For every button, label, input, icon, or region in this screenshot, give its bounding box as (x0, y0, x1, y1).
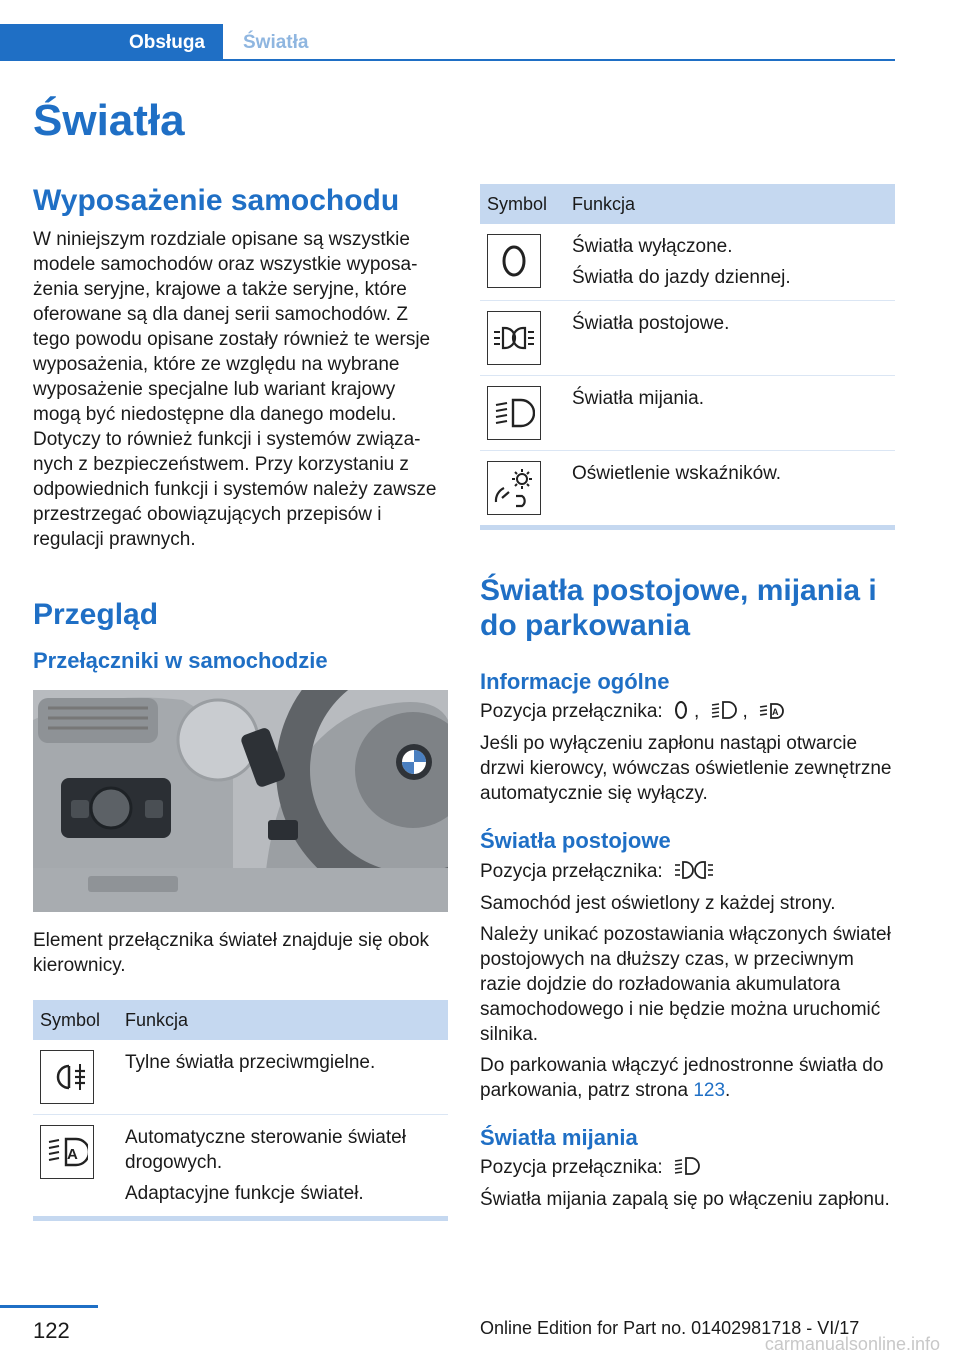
table-end-rule (33, 1216, 448, 1221)
paragraph-parking-2: Należy unikać pozostawiania włączonych świateł postojowych na dłuższy czas, w przeciwnym razie dojdzie do rozładowania akumulatora samochodowego i nie będzie można uruchomić silnika. (480, 923, 891, 1045)
switch-position-label: Pozycja przełącznika: (480, 860, 663, 882)
function-text: Automatyczne sterowanie świateł drogowych. (125, 1127, 406, 1174)
col-symbol: Symbol (480, 184, 565, 224)
auto-high-beam-icon (759, 700, 785, 727)
page-number: 122 (33, 1318, 70, 1343)
function-text: Światła postojowe. (572, 313, 730, 334)
table-row (480, 451, 895, 526)
low-beam-icon (711, 700, 737, 727)
table-row (480, 376, 895, 451)
lights-off-icon (674, 700, 688, 727)
switch-photo (33, 690, 448, 912)
function-text: Światła mijania. (572, 388, 704, 409)
low-beam-icon (674, 1156, 700, 1183)
paragraph-parking-3 (480, 1053, 895, 1103)
heading-lights: Światła postojowe, mijania i do parkowania (480, 574, 877, 642)
left-column (33, 184, 448, 1221)
heading-switches: Przełączniki w samochodzie (33, 648, 328, 673)
symbol-table-left (33, 1000, 448, 1216)
topic-tab[interactable]: Światła (243, 32, 309, 53)
function-text: Oświetlenie wskaźników. (572, 463, 782, 484)
header-rule (0, 59, 895, 61)
low-beam-icon (487, 386, 541, 440)
svg-text:A: A (772, 707, 779, 718)
table-row (480, 224, 895, 301)
dashboard-illustration (33, 690, 448, 912)
lights-off-icon (487, 234, 541, 288)
col-function: Funkcja (565, 184, 895, 224)
auto-high-beam-icon (40, 1125, 94, 1179)
page-header (0, 24, 895, 61)
instrument-lighting-icon (487, 461, 541, 515)
right-column (480, 184, 895, 1212)
paragraph-low-beam: Światła mijania zapalą się po włączeniu zapłonu. (480, 1189, 890, 1211)
symbol-table-right (480, 184, 895, 525)
col-function: Funkcja (118, 1000, 448, 1040)
svg-text:A: A (67, 1146, 78, 1164)
parking-lights-icon (487, 311, 541, 365)
heading-parking: Światła postojowe (480, 828, 671, 854)
table-row (480, 301, 895, 376)
switch-position-line (480, 1155, 895, 1183)
function-text: Światła wyłączone. (572, 236, 733, 257)
paragraph-parking-1: Samochód jest oświetlony z każdej strony. (480, 892, 836, 914)
function-text: Światła do jazdy dziennej. (572, 267, 791, 288)
table-row (33, 1115, 448, 1217)
page-reference-link[interactable]: 123 (693, 1079, 726, 1101)
page-title: Światła (33, 96, 185, 145)
table-row (33, 1040, 448, 1115)
parking-3-end: . (725, 1079, 731, 1101)
edition-info: Online Edition for Part no. 01402981718 - VI/17 (480, 1318, 860, 1338)
switch-position-label: Pozycja przełącznika: (480, 1157, 663, 1179)
paragraph-switch-location: Element przełącznika świateł znajduje się obok kierownicy. (33, 930, 430, 977)
function-text: Tylne światła przeciwmgielne. (125, 1052, 376, 1074)
watermark: carmanualsonline.info (764, 1334, 940, 1354)
switch-position-line (480, 859, 895, 887)
footer-rule (0, 1305, 98, 1308)
switch-position-line: Pozycja przełącznika: , , A (480, 699, 895, 727)
col-symbol: Symbol (33, 1000, 118, 1040)
heading-low-beam: Światła mijania (480, 1124, 638, 1150)
paragraph-equipment: W niniejszym rozdziale opisane są wszystkie modele samochodów oraz wszystkie wyposażenia seryjne, krajowe a także seryjne, które oferowane są dla danej serii samochodów. Z tego powodu opisane zostały również te wersje wyposażenia, które ze względu na wybrane wyposażenie specjalne lub wariant krajowy mogą być niedostępne dla danego modelu. Dotyczy to również funkcji i systemów związanych z bezpieczeństwem. Przy korzystaniu z odpowiednich funkcji i systemów należy zawsze przestrzegać obowiązujących przepisów i regulacji prawnych. (33, 228, 437, 550)
rear-fog-light-icon (40, 1050, 94, 1104)
parking-3-text: Do parkowania włączyć jednostronne światła do parkowania, patrz strona (480, 1054, 884, 1101)
function-text: Adaptacyjne funkcje świateł. (125, 1183, 364, 1205)
parking-lights-icon (674, 860, 714, 887)
section-tab[interactable]: Obsługa (0, 24, 223, 61)
heading-general: Informacje ogólne (480, 669, 670, 694)
switch-position-label: Pozycja przełącznika: (480, 701, 663, 723)
table-end-rule (480, 525, 895, 530)
paragraph-general: Jeśli po wyłączeniu zapłonu nastąpi otwarcie drzwi kierowcy, wówczas oświetlenie zewnętrzne automatycznie się wyłączy. (480, 733, 892, 805)
heading-overview: Przegląd (33, 597, 159, 631)
heading-equipment: Wyposażenie samochodu (33, 184, 400, 217)
